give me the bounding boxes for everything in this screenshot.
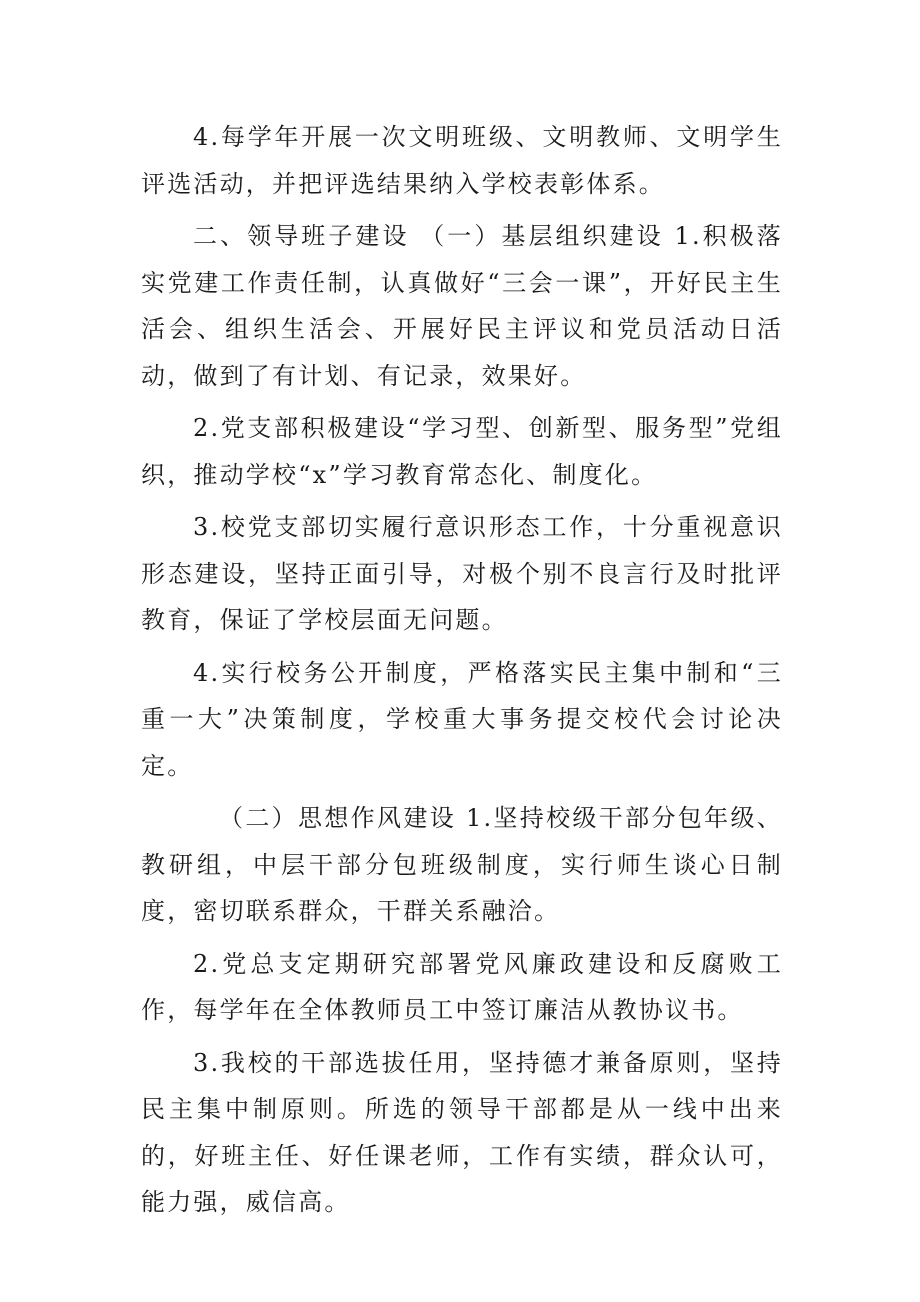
paragraph-cadre-selection: 3.我校的干部选拔任用，坚持德才兼备原则，坚持民主集中制原则。所选的领导干部都是从一线中出来的，好班主任、好任课老师，工作有实绩，群众认可，能力强，威信高。 (141, 1048, 783, 1216)
paragraph-civility-evaluation: 4.每学年开展一次文明班级、文明教师、文明学生评选活动，并把评选结果纳入学校表彰体系。 (141, 123, 783, 198)
paragraph-leadership-building: 二、领导班子建设 （一）基层组织建设 1.积极落实党建工作责任制，认真做好“三会一课”，开好民主生活会、组织生活会、开展好民主评议和党员活动日活动，做到了有计划、有记录，效果好。 (141, 222, 783, 390)
paragraph-party-branch-learning: 2.党支部积极建设“学习型、创新型、服务型”党组织，推动学校“x”学习教育常态化、制度化。 (141, 414, 783, 489)
paragraph-work-style-building: （二）思想作风建设 1.坚持校级干部分包年级、教研组，中层干部分包班级制度，实行师生谈心日制度，密切联系群众，干群关系融洽。 (141, 804, 783, 925)
paragraph-ideology-work: 3.校党支部切实履行意识形态工作，十分重视意识形态建设，坚持正面引导，对极个别不良言行及时批评教育，保证了学校层面无问题。 (141, 513, 783, 634)
paragraph-school-affairs-openness: 4.实行校务公开制度，严格落实民主集中制和“三重一大”决策制度，学校重大事务提交校代会讨论决定。 (141, 658, 783, 780)
paragraph-anti-corruption: 2.党总支定期研究部署党风廉政建设和反腐败工作，每学年在全体教师员工中签订廉洁从教协议书。 (141, 949, 783, 1024)
document-body (141, 114, 783, 1232)
